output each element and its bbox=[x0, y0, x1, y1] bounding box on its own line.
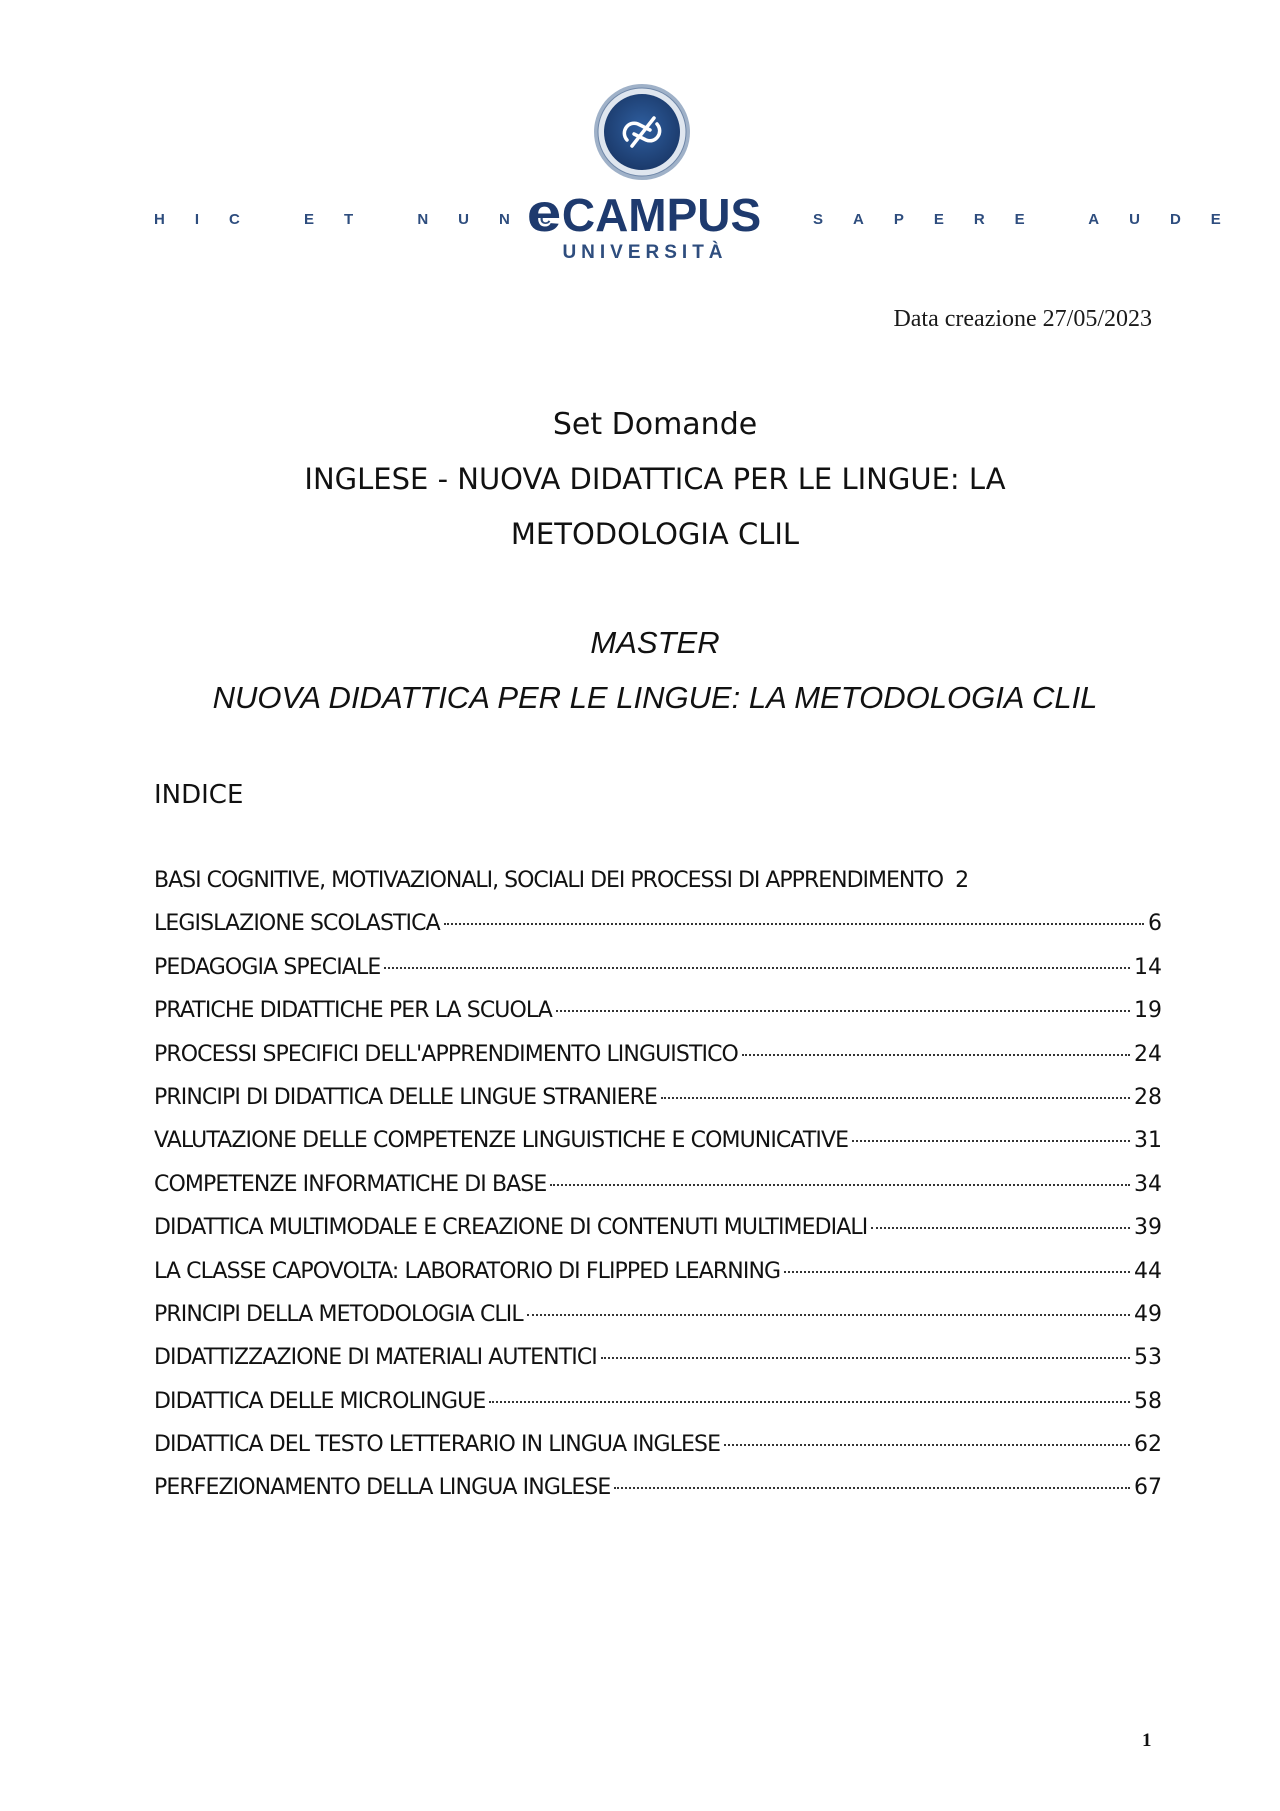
toc-dot-leader bbox=[601, 1357, 1130, 1359]
toc-dot-leader bbox=[489, 1401, 1130, 1403]
toc-dot-leader bbox=[742, 1054, 1130, 1056]
toc-entry-page: 14 bbox=[1134, 954, 1162, 980]
brand-name bbox=[500, 183, 790, 243]
master-name: NUOVA DIDATTICA PER LE LINGUE: LA METODOLOGIA CLIL bbox=[212, 680, 1098, 715]
toc-entry-page: 44 bbox=[1134, 1258, 1162, 1284]
toc-dot-leader bbox=[444, 923, 1144, 925]
document-header bbox=[0, 0, 1280, 280]
toc-entry-page: 34 bbox=[1134, 1171, 1162, 1197]
toc-entry-page: 58 bbox=[1134, 1388, 1162, 1414]
toc-entry-label: PRATICHE DIDATTICHE PER LA SCUOLA bbox=[154, 998, 552, 1024]
toc-entry-label: DIDATTIZZAZIONE DI MATERIALI AUTENTICI bbox=[154, 1345, 597, 1371]
toc-entry-label: DIDATTICA DELLE MICROLINGUE bbox=[154, 1388, 486, 1414]
toc-entry-page: 28 bbox=[1134, 1084, 1162, 1110]
document-title bbox=[150, 397, 1160, 562]
toc-entry[interactable] bbox=[154, 955, 1162, 998]
toc-entry[interactable] bbox=[154, 1085, 1162, 1128]
toc-entry[interactable] bbox=[154, 1345, 1162, 1388]
toc-entry[interactable] bbox=[154, 1475, 1162, 1518]
toc-entry[interactable] bbox=[154, 998, 1162, 1041]
toc-entry[interactable] bbox=[154, 1042, 1162, 1085]
toc-entry-label: PRINCIPI DI DIDATTICA DELLE LINGUE STRANIERE bbox=[154, 1084, 657, 1110]
toc-entry-label: VALUTAZIONE DELLE COMPETENZE LINGUISTICHE E COMUNICATIVE bbox=[154, 1128, 849, 1154]
toc-entry-label: BASI COGNITIVE, MOTIVAZIONALI, SOCIALI DEI PROCESSI DI APPRENDIMENTO bbox=[154, 868, 944, 893]
toc-entry-page: 31 bbox=[1134, 1128, 1162, 1154]
toc-entry-page: 62 bbox=[1134, 1432, 1162, 1458]
toc-entry[interactable] bbox=[154, 1432, 1162, 1475]
ecampus-seal-icon bbox=[592, 82, 692, 182]
motto-right: SAPERE AUDE bbox=[813, 211, 1251, 228]
toc-entry-label: PRINCIPI DELLA METODOLOGIA CLIL bbox=[154, 1301, 523, 1327]
toc-entry-page: 67 bbox=[1134, 1475, 1162, 1501]
master-title bbox=[150, 615, 1160, 725]
toc-dot-leader bbox=[550, 1184, 1130, 1186]
toc-entry[interactable] bbox=[154, 1172, 1162, 1215]
toc-entry-label: LEGISLAZIONE SCOLASTICA bbox=[154, 911, 440, 937]
page-number: 1 bbox=[1142, 1730, 1152, 1751]
toc-dot-leader bbox=[852, 1140, 1130, 1142]
toc-entry[interactable] bbox=[154, 1259, 1162, 1302]
brand-name-e: e bbox=[526, 183, 562, 243]
master-label: MASTER bbox=[590, 625, 720, 660]
toc-entry-page: 6 bbox=[1148, 911, 1162, 937]
toc-entry[interactable] bbox=[154, 911, 1162, 954]
toc-entry[interactable] bbox=[154, 868, 1162, 911]
toc-entry-label: DIDATTICA MULTIMODALE E CREAZIONE DI CONTENUTI MULTIMEDIALI bbox=[154, 1215, 868, 1241]
index-heading: INDICE bbox=[154, 780, 244, 810]
toc-entry-label: LA CLASSE CAPOVOLTA: LABORATORIO DI FLIPPED LEARNING bbox=[154, 1258, 781, 1284]
toc-dot-leader bbox=[871, 1227, 1130, 1229]
toc-entry-page: 49 bbox=[1134, 1301, 1162, 1327]
toc-entry-page: 2 bbox=[955, 868, 970, 893]
toc-dot-leader bbox=[784, 1271, 1130, 1273]
toc-entry-label: PEDAGOGIA SPECIALE bbox=[154, 954, 381, 980]
toc-entry-page: 19 bbox=[1134, 998, 1162, 1024]
title-course-line1: INGLESE - NUOVA DIDATTICA PER LE LINGUE: LA bbox=[304, 462, 1006, 496]
table-of-contents bbox=[154, 868, 1162, 1519]
brand-logo bbox=[500, 183, 790, 264]
toc-entry[interactable] bbox=[154, 1128, 1162, 1171]
toc-entry[interactable] bbox=[154, 1215, 1162, 1258]
toc-entry-page: 24 bbox=[1134, 1041, 1162, 1067]
creation-date: Data creazione 27/05/2023 bbox=[893, 306, 1152, 332]
brand-subtitle: UNIVERSITÀ bbox=[562, 242, 728, 263]
toc-dot-leader bbox=[724, 1444, 1130, 1446]
title-set-domande: Set Domande bbox=[552, 407, 758, 442]
toc-entry-label: COMPETENZE INFORMATICHE DI BASE bbox=[154, 1171, 547, 1197]
toc-dot-leader bbox=[614, 1487, 1130, 1489]
brand-name-rest: CAMPUS bbox=[561, 189, 762, 241]
toc-entry-page: 39 bbox=[1134, 1215, 1162, 1241]
toc-dot-leader bbox=[527, 1314, 1130, 1316]
title-course-line2: METODOLOGIA CLIL bbox=[510, 517, 800, 551]
toc-entry-label: PROCESSI SPECIFICI DELL'APPRENDIMENTO LINGUISTICO bbox=[154, 1041, 738, 1067]
toc-entry[interactable] bbox=[154, 1302, 1162, 1345]
motto-left: HIC ET NUNC bbox=[154, 211, 581, 228]
toc-dot-leader bbox=[556, 1010, 1130, 1012]
toc-entry-label: PERFEZIONAMENTO DELLA LINGUA INGLESE bbox=[154, 1475, 611, 1501]
toc-entry-page: 53 bbox=[1134, 1345, 1162, 1371]
toc-entry-label: DIDATTICA DEL TESTO LETTERARIO IN LINGUA INGLESE bbox=[154, 1432, 721, 1458]
toc-entry[interactable] bbox=[154, 1389, 1162, 1432]
toc-dot-leader bbox=[661, 1097, 1130, 1099]
toc-dot-leader bbox=[384, 967, 1130, 969]
